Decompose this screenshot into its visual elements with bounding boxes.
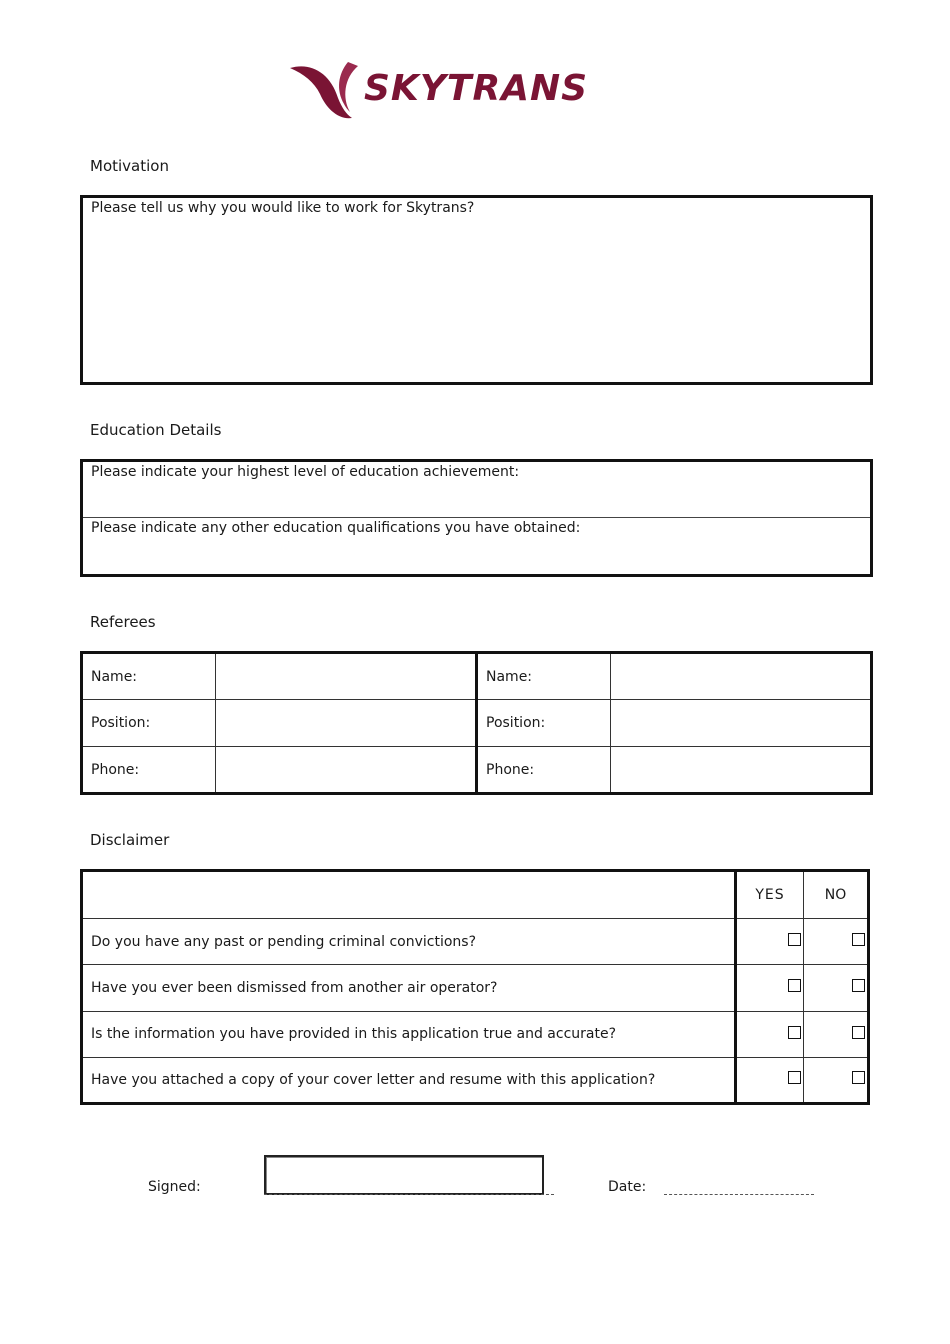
education-highest-field[interactable]	[83, 462, 870, 518]
referee1-name-label: Name:	[82, 653, 216, 700]
referees-table	[80, 651, 873, 795]
q1-no-checkbox[interactable]	[852, 933, 865, 946]
signature-field[interactable]	[264, 1155, 544, 1195]
education-other-field[interactable]	[83, 518, 870, 574]
education-title: Education Details	[90, 421, 222, 439]
education-highest-prompt: Please indicate your highest level of education achievement:	[91, 464, 520, 480]
disclaimer-question: Have you attached a copy of your cover letter and resume with this application?	[82, 1057, 736, 1103]
referee1-name-field[interactable]	[216, 653, 477, 700]
table-row	[82, 653, 872, 700]
referee2-name-label: Name:	[477, 653, 611, 700]
referee2-phone-field[interactable]	[611, 747, 872, 794]
signature-line	[264, 1194, 554, 1195]
referees-title: Referees	[90, 613, 156, 631]
table-row	[82, 747, 872, 794]
date-field[interactable]	[664, 1194, 814, 1195]
q2-no-checkbox[interactable]	[852, 979, 865, 992]
table-row	[82, 871, 869, 919]
brand-name: SKYTRANS	[364, 68, 589, 109]
q3-no-checkbox[interactable]	[852, 1026, 865, 1039]
referee1-position-label: Position:	[82, 700, 216, 747]
q1-yes-checkbox[interactable]	[788, 933, 801, 946]
disclaimer-header-blank	[82, 871, 736, 919]
bird-logo-icon	[286, 58, 376, 124]
table-row	[82, 1011, 869, 1057]
table-row	[82, 965, 869, 1011]
disclaimer-question: Is the information you have provided in this application true and accurate?	[82, 1011, 736, 1057]
q3-yes-checkbox[interactable]	[788, 1026, 801, 1039]
date-label: Date:	[608, 1179, 647, 1195]
referee2-phone-label: Phone:	[477, 747, 611, 794]
skytrans-logo	[286, 58, 656, 124]
referee1-position-field[interactable]	[216, 700, 477, 747]
referee1-phone-label: Phone:	[82, 747, 216, 794]
disclaimer-question: Have you ever been dismissed from another air operator?	[82, 965, 736, 1011]
q4-no-checkbox[interactable]	[852, 1071, 865, 1084]
referee2-position-label: Position:	[477, 700, 611, 747]
education-other-prompt: Please indicate any other education qualifications you have obtained:	[91, 520, 581, 536]
table-row	[82, 1057, 869, 1103]
q4-yes-checkbox[interactable]	[788, 1071, 801, 1084]
disclaimer-table	[80, 869, 870, 1105]
referee2-name-field[interactable]	[611, 653, 872, 700]
yes-header: YES	[736, 871, 804, 919]
referee2-position-field[interactable]	[611, 700, 872, 747]
referee1-phone-field[interactable]	[216, 747, 477, 794]
no-header: NO	[804, 871, 869, 919]
motivation-box[interactable]	[80, 195, 873, 385]
disclaimer-question: Do you have any past or pending criminal convictions?	[82, 919, 736, 965]
table-row	[82, 919, 869, 965]
signed-label: Signed:	[148, 1179, 201, 1195]
motivation-prompt: Please tell us why you would like to work for Skytrans?	[91, 200, 475, 216]
q2-yes-checkbox[interactable]	[788, 979, 801, 992]
motivation-title: Motivation	[90, 157, 169, 175]
disclaimer-title: Disclaimer	[90, 831, 170, 849]
table-row	[82, 700, 872, 747]
education-box	[80, 459, 873, 577]
